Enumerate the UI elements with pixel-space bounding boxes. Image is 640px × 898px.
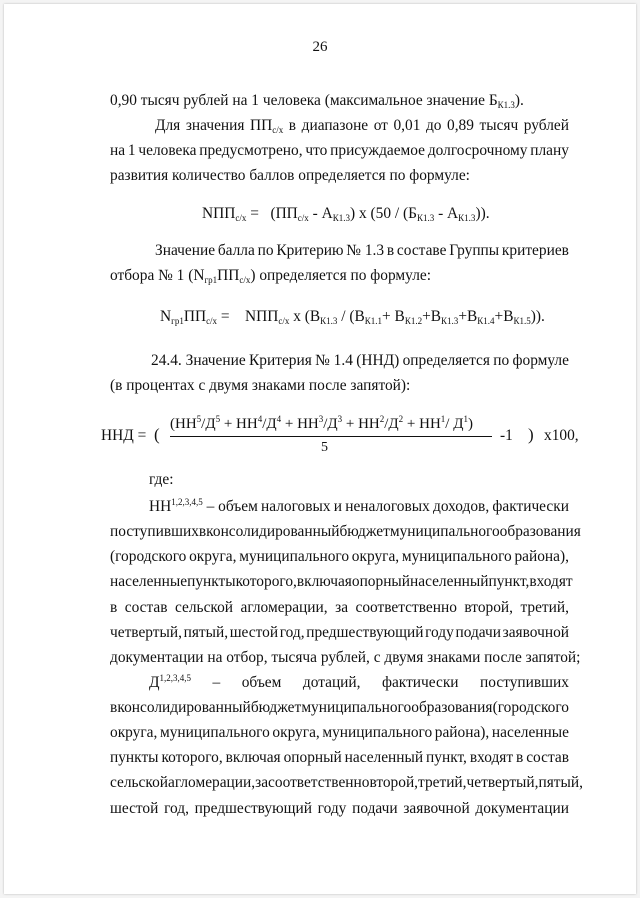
formula-1: $NПП_{с/х}$ = $(ПП_{с/х} - А_{К1.3})$ х $(50 / (Б_{К1.3} - А_{К1.3}))$. (202, 205, 490, 223)
text-line: Д$^{1,2,3,4,5}$ – объем дотаций, фактически поступивших (149, 673, 569, 691)
text-line: (в процентах с двумя знаками после запятой): (110, 377, 411, 394)
fraction-bar (170, 436, 492, 437)
formula-3-times: х100, (544, 427, 579, 444)
text-line: поступивших в консолидированный бюджет муниципального образования (110, 523, 581, 540)
text-line: четвертый, пятый, шестой год, предшествующий году подачи заявочной (110, 624, 569, 641)
text-line: документации на отбор, тысяча рублей, с двумя знаками после запятой; (110, 649, 581, 666)
text-line: отбора № 1 $(N_{гр1}ПП_{с/х})$ определяется по формуле: (110, 267, 431, 285)
text-line: развития количество баллов определяется по формуле: (110, 167, 470, 184)
formula-3-minus-one: -1 (500, 427, 513, 444)
text-line: шестой год, предшествующий году подачи заявочной документации (110, 800, 569, 817)
formula-3-close-paren: ) (528, 425, 534, 444)
formula-2: $N_{гр1}ПП_{с/х}$ = $NПП_{с/х}$ х $(В_{К1.3} / (В_{К1.1}+ В_{К1.2}+В_{К1.3}+В_{К1.4}+В_{К1.5}))$. (160, 308, 545, 326)
text-line: в консолидированный бюджет муниципального образования (городского (110, 699, 569, 716)
where-label: где: (149, 471, 174, 488)
document-page (4, 4, 636, 894)
text-line: сельской агломерации, за соответственно второй, третий, четвертый, пятый, (110, 774, 583, 791)
formula-3-lhs: ННД = (101, 427, 147, 444)
text-line: Значение балла по Критерию № 1.3 в составе Группы критериев (155, 242, 569, 259)
formula-3-numerator: ($НН^5/Д^5 + НН^4/Д^4 + НН^3/Д^3 + НН^2/Д^2 + НН^1/$ $Д^1$) (170, 414, 473, 432)
formula-3-open-paren: ( (154, 425, 160, 444)
page-number: 26 (312, 39, 328, 55)
text-line: в состав сельской агломерации, за соответственно второй, третий, (110, 599, 569, 616)
text-line: населенные пункты которого, включая опорный населенный пункт, входят (110, 573, 573, 590)
text-line: 24.4. Значение Критерия № 1.4 (ННД) определяется по формуле (151, 352, 569, 369)
text-line: НН$^{1,2,3,4,5}$ – объем налоговых и неналоговых доходов, фактически (149, 497, 569, 515)
text-line: 0,90 тысяч рублей на 1 человека (максимальное значение $Б_{К1.3}$). (110, 92, 524, 110)
text-line: (городского округа, муниципального округа, муниципального района), (110, 548, 569, 565)
text-line: округа, муниципального округа, муниципального района), населенные (110, 724, 569, 741)
text-line: пункты которого, включая опорный населенный пункт, входят в состав (110, 749, 569, 766)
text-line: на 1 человека предусмотрено, что присуждаемое долгосрочному плану (110, 142, 569, 159)
text-line: Для значения $ПП_{с/х}$ в диапазоне от 0,01 до 0,89 тысяч рублей (155, 117, 569, 135)
formula-3-denominator: 5 (321, 440, 328, 455)
